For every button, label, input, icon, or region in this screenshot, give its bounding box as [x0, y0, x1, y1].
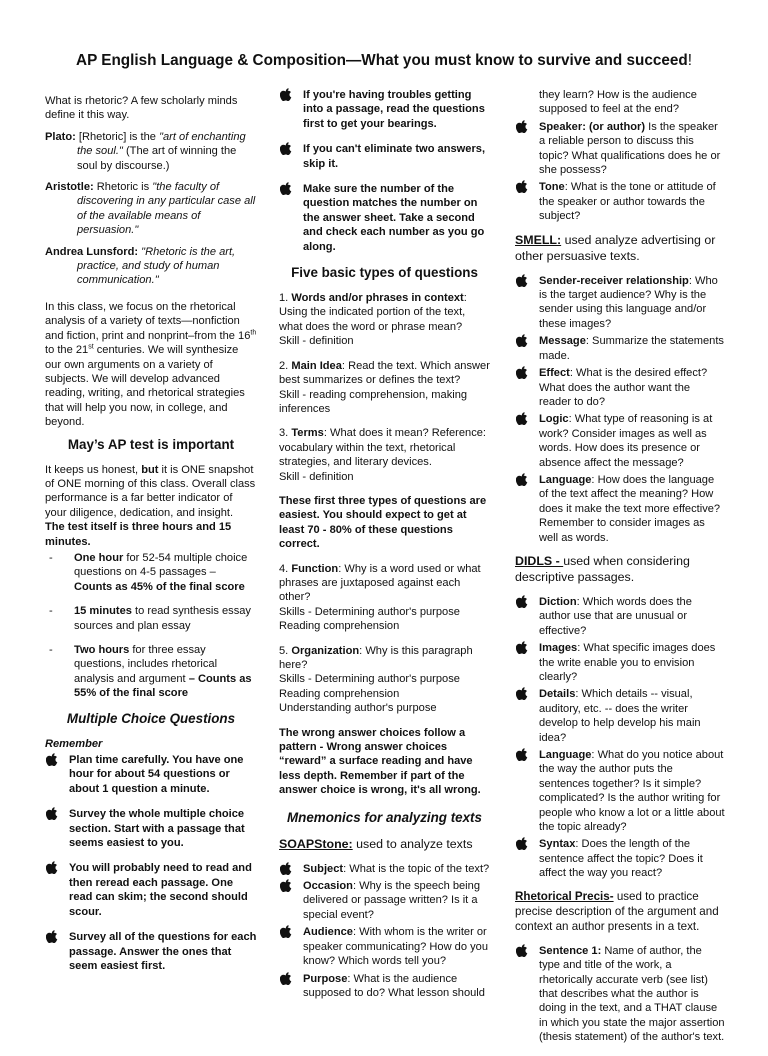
list-item: Speaker: (or author) Is the speaker a reliable person to discuss this topic? What qualifications does he or she possess?: [515, 120, 725, 178]
question-type: 4. Function: Why is a word used or what phrases are juxtaposed against each other? Skills - Determining author's purpose Reading comprehension: [279, 562, 481, 633]
apple-icon: [516, 366, 529, 379]
list-item: If you can't eliminate two answers, skip it.: [279, 142, 490, 171]
apple-icon: [516, 120, 529, 133]
precis-heading: Rhetorical Precis- used to practice precise description of the argument and context an author presents in a text.: [515, 889, 719, 933]
apple-icon: [516, 412, 529, 425]
question-type: 2. Main Idea: Read the text. Which answer best summarizes or defines the text? Skill - reading comprehension, making inferences: [279, 359, 490, 415]
list-item: Sender-receiver relationship: Who is the target audience? Why is the sender using this language and/or these images?: [515, 274, 725, 332]
test-part-item: - 15 minutes to read synthesis essay sources and plan essay: [49, 605, 251, 632]
lunsford-definition: Andrea Lunsford: "Rhetoric is the art, practice, and study of human communication.": [45, 245, 236, 287]
list-item: Logic: What type of reasoning is at work? Consider images as well as words. How does its presence or absence affect the message?: [515, 412, 725, 470]
test-length: The test itself is three hours and 15 minutes.: [45, 521, 232, 548]
apple-icon: [516, 595, 529, 608]
list-item: Plan time carefully. You have one hour for about 54 questions or about 1 question a minute.: [45, 753, 257, 796]
mc-heading: Multiple Choice Questions: [66, 710, 236, 726]
list-item: Survey all of the questions for each passage. Answer the ones that seem easiest first.: [45, 930, 257, 973]
apple-icon: [516, 473, 529, 486]
five-types-heading: Five basic types of questions: [291, 265, 478, 281]
apple-icon: [280, 879, 293, 892]
list-item: If you're having troubles getting into a passage, read the questions first to get your bearings.: [279, 88, 490, 131]
test-part-item: - Two hours for three essay questions, includes rhetorical analysis and argument – Counts as 55% of the final score: [49, 644, 252, 700]
rhetoric-intro: What is rhetoric? A few scholarly minds define it this way.: [45, 95, 238, 122]
list-item: You will probably need to read and then reread each passage. One read can skim; the second should scour.: [45, 861, 257, 919]
list-item: Make sure the number of the question matches the number on the answer sheet. Take a second and check each number as you go along.: [279, 182, 490, 254]
apple-icon: [280, 862, 293, 875]
wrong-answers-note: The wrong answer choices follow a pattern - Wrong answer choices “reward” a surface reading and have less depth. Remember if part of the answer choice is wrong, it's all wrong.: [279, 726, 481, 797]
list-item: Occasion: Why is the speech being delivered or passage written? Is it a special event?: [279, 879, 490, 922]
apple-icon: [46, 807, 59, 820]
apple-icon: [280, 142, 293, 155]
list-item: Syntax: Does the length of the sentence affect the topic? Does it affect the way you react?: [515, 837, 725, 880]
apple-icon: [516, 837, 529, 850]
apple-icon: [280, 88, 293, 101]
class-focus-paragraph: In this class, we focus on the rhetorical analysis of a variety of texts—nonfiction and fiction, print and nonprint–from the 16th to the 21st centuries. We will synthesize our own arguments on a variety of subjects. We will develop advanced reading, writing, and rhetorical strategies that will help you now, in college, and beyond.: [45, 300, 257, 429]
apple-icon: [516, 180, 529, 193]
list-item: Subject: What is the topic of the text?: [279, 862, 490, 876]
soapstone-heading: SOAPStone: used to analyze texts: [279, 836, 473, 851]
list-item: Audience: With whom is the writer or speaker communicating? How do you know? Which words tell you?: [279, 925, 490, 968]
list-item: Message: Summarize the statements made.: [515, 334, 725, 363]
apple-icon: [280, 182, 293, 195]
plato-definition: Plato: [Rhetoric] is the "art of enchanting the soul." (The art of winning the soul by discourse.): [45, 130, 246, 172]
apple-icon: [280, 925, 293, 938]
list-item: Effect: What is the desired effect? What does the author want the reader to do?: [515, 366, 725, 409]
list-item: Survey the whole multiple choice section. Start with a passage that seems easiest to you.: [45, 807, 257, 850]
mnemonics-heading: Mnemonics for analyzing texts: [287, 809, 482, 825]
didls-heading: DIDLS - used when considering descriptive passages.: [515, 553, 690, 584]
question-type: 3. Terms: What does it mean? Reference: vocabulary within the text, rhetorical strategies, and literary devices. Skill - definition: [279, 427, 487, 483]
test-part-item: - One hour for 52-54 multiple choice questions on 4-5 passages – Counts as 45% of the final score: [49, 551, 248, 593]
may-test-heading: May’s AP test is important: [67, 436, 235, 452]
column-right: [515, 88, 725, 1056]
apple-icon: [516, 334, 529, 347]
list-item: Images: What specific images does the write enable you to envision clearly?: [515, 641, 725, 684]
list-item: Diction: Which words does the author use that are unusual or effective?: [515, 595, 725, 638]
apple-icon: [516, 274, 529, 287]
list-item: Language: How does the language of the text affect the meaning? How does it make the text more effective? Remember to consider images as well as words.: [515, 473, 725, 545]
apple-icon: [516, 687, 529, 700]
honest-paragraph: It keeps us honest, but it is ONE snapshot of ONE morning of this class. Overall class performance is a far better indicator of your diligence, dedication, and insight.: [45, 463, 256, 519]
apple-icon: [280, 972, 293, 985]
easiest-note: These first three types of questions are easiest. You should expect to get at least 70 - 80% of these questions correct.: [279, 494, 487, 551]
apple-icon: [516, 641, 529, 654]
column-middle: [279, 88, 490, 1003]
question-type: 5. Organization: Why is this paragraph here? Skills - Determining author's purpose Reading comprehension Understanding author's purpose: [279, 644, 473, 715]
smell-heading: SMELL: used analyze advertising or other persuasive texts.: [515, 232, 716, 263]
list-item: Purpose: What is the audience supposed to do? What lesson should: [279, 972, 490, 1001]
apple-icon: [46, 861, 59, 874]
list-item: Sentence 1: Name of author, the type and title of the work, a rhetorically accurate verb (see list) that describes what the author is doing in the text, and a THAT clause in which you state the major assertion (thesis statement) of the author's text.: [515, 944, 725, 1045]
list-item: Tone: What is the tone or attitude of the speaker or author towards the subject?: [515, 180, 725, 223]
apple-icon: [46, 753, 59, 766]
apple-icon: [516, 748, 529, 761]
list-item: Details: Which details -- visual, auditory, etc. -- does the writer develop to help develop his main idea?: [515, 687, 725, 745]
purpose-continued: they learn? How is the audience supposed to feel at the end?: [539, 89, 697, 116]
list-item: Language: What do you notice about the way the author puts the sentences together? Is it simple? complicated? Is the author writing for people who know a lot or a little about the topic already?: [515, 748, 725, 834]
aristotle-definition: Aristotle: Rhetoric is "the faculty of discovering in any particular case all of the available means of persuasion.": [45, 181, 256, 237]
apple-icon: [516, 944, 529, 957]
column-left: [45, 88, 257, 984]
apple-icon: [46, 930, 59, 943]
page-title: AP English Language & Composition—What you must know to survive and succeed!: [76, 52, 692, 69]
remember-label: Remember: [45, 737, 103, 750]
question-type: 1. Words and/or phrases in context: Using the indicated portion of the text, what does the word or phrase mean? Skill - definition: [279, 292, 467, 348]
